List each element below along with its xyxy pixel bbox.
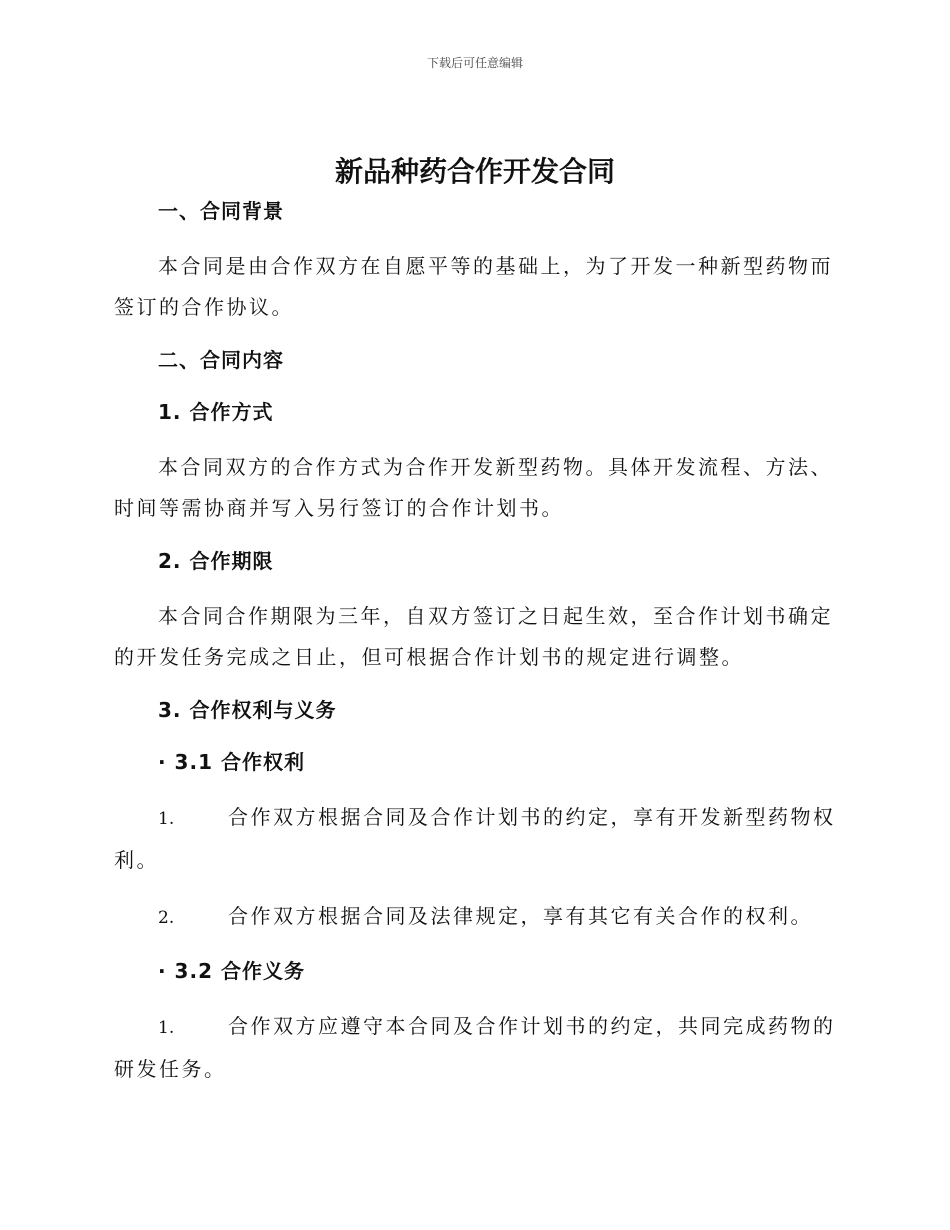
section-heading-content: 二、合同内容 bbox=[158, 348, 284, 372]
header-note: 下载后可任意编辑 bbox=[426, 56, 523, 70]
subheading-obligations: · 3.2 合作义务 bbox=[158, 959, 305, 983]
list-item bbox=[114, 797, 836, 881]
subheading-rights: · 3.1 合作权利 bbox=[158, 750, 305, 774]
list-item bbox=[114, 1006, 836, 1090]
list-number: 1. bbox=[158, 1018, 175, 1038]
document-title: 新品种药合作开发合同 bbox=[334, 155, 615, 188]
list-text: 合作双方应遵守本合同及合作计划书的约定，共同完成药物的研发任务。 bbox=[114, 1014, 836, 1081]
list-number: 1. bbox=[158, 809, 175, 829]
subheading-cooperation-term: 2. 合作期限 bbox=[158, 549, 274, 573]
cooperation-mode-paragraph: 本合同双方的合作方式为合作开发新型药物。具体开发流程、方法、时间等需协商并写入另行签订的合作计划书。 bbox=[114, 455, 833, 520]
cooperation-term-paragraph: 本合同合作期限为三年，自双方签订之日起生效，至合作计划书确定的开发任务完成之日止，但可根据合作计划书的规定进行调整。 bbox=[114, 604, 833, 669]
background-paragraph: 本合同是由合作双方在自愿平等的基础上，为了开发一种新型药物而签订的合作协议。 bbox=[114, 254, 833, 319]
list-item bbox=[114, 896, 836, 939]
section-heading-background: 一、合同背景 bbox=[158, 199, 284, 223]
subheading-cooperation-mode: 1. 合作方式 bbox=[158, 400, 274, 424]
list-text: 合作双方根据合同及法律规定，享有其它有关合作的权利。 bbox=[228, 904, 813, 928]
list-text: 合作双方根据合同及合作计划书的约定，享有开发新型药物权利。 bbox=[114, 805, 836, 872]
document-body bbox=[114, 194, 836, 1105]
subheading-rights-obligations: 3. 合作权利与义务 bbox=[158, 698, 337, 722]
list-number: 2. bbox=[158, 908, 175, 928]
